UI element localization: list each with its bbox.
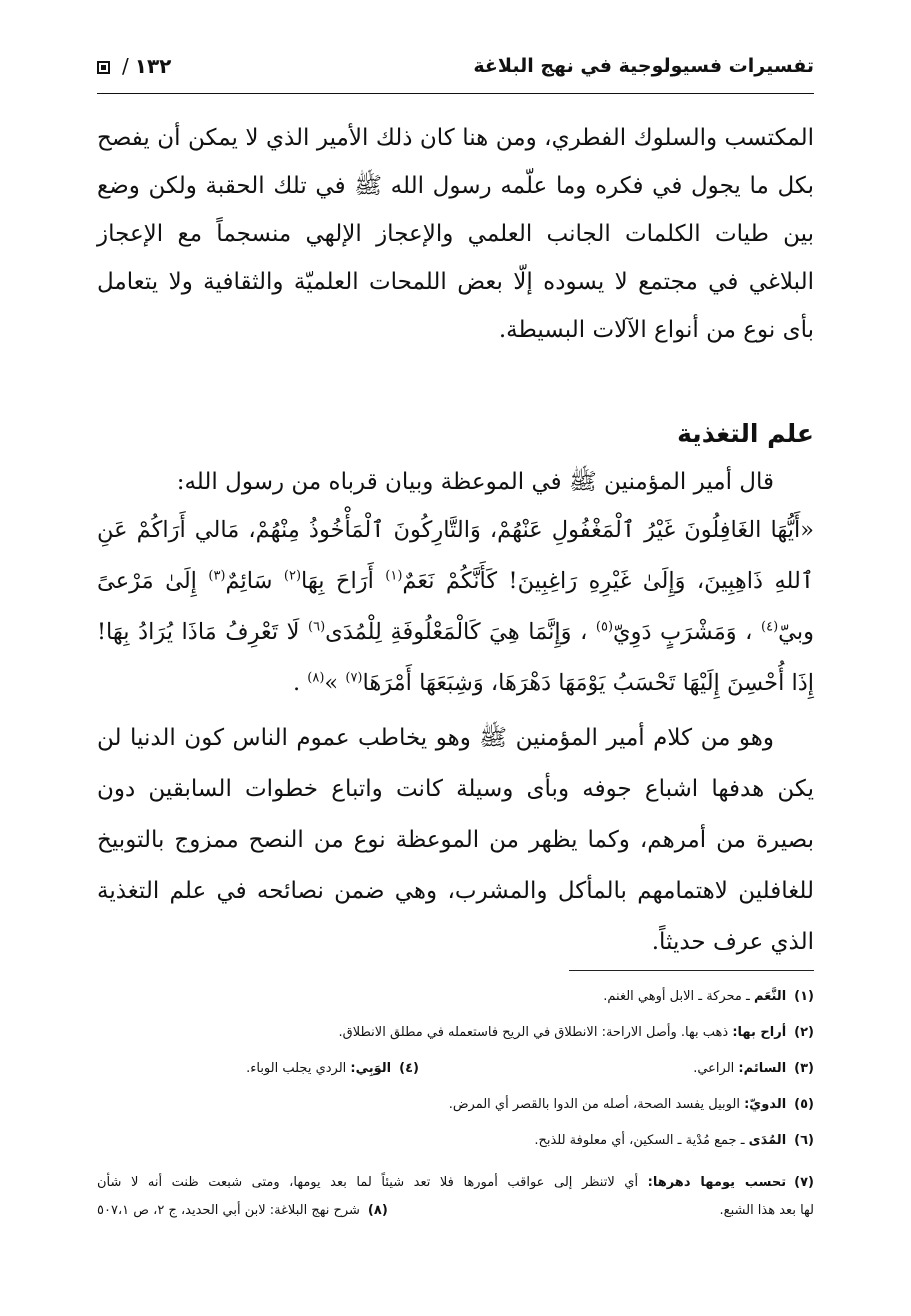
footnote-term: تحسب يومها دهرها:: [647, 1175, 787, 1190]
footnote-item: [97, 1166, 814, 1200]
footnote-text-continued: لها بعد هذا الشبع.: [719, 1203, 814, 1218]
footnote-item: [97, 1200, 388, 1222]
footnote-text: ـ محركة ـ الابل أوهي الغنم.: [603, 989, 750, 1004]
footnote-text: شرح نهج البلاغة: لابن أبي الحديد، ج ٢، ص ٥٠٧،١: [97, 1203, 360, 1218]
footnote-text: ـ جمع مُدْية ـ السكين، أي معلوفة للذبح.: [534, 1133, 745, 1148]
footnote-ref[interactable]: (٢): [283, 568, 302, 584]
footnote-last-line: [97, 1200, 814, 1222]
footnote-item: [97, 1022, 814, 1044]
footnote-item: [97, 1130, 814, 1152]
footnote-term: السائم:: [738, 1061, 787, 1076]
footnote-ref[interactable]: (٤): [761, 619, 779, 635]
footnote-item: [97, 986, 814, 1008]
footnote-number: (١): [794, 989, 814, 1004]
paragraph-quote-intro: قال أمير المؤمنين ﷺ في الموعظة وبيان قرباه من رسول الله:: [176, 469, 774, 495]
quote-open: «: [800, 517, 814, 543]
sermon-quote: [97, 505, 814, 709]
footnote-text: ذهب بها. وأصل الاراحة: الانطلاق في الريح فاستعمله في مطلق الانطلاق.: [338, 1025, 729, 1040]
footnote-rule: [569, 970, 814, 971]
page-number: ١٣٢: [134, 54, 172, 78]
footnote-text: الردي يجلب الوباء.: [246, 1061, 347, 1076]
footnotes-list: [97, 986, 814, 1236]
footnote-ref[interactable]: (٧): [345, 670, 363, 686]
footnote-term: أراح بها:: [732, 1025, 787, 1040]
footnote-ref[interactable]: (٦): [308, 619, 326, 635]
footnote-ref[interactable]: (٨): [307, 670, 325, 686]
running-header: [97, 50, 814, 82]
footnote-text: الراعي.: [693, 1061, 735, 1076]
quote-segment: أَيُّهَا الغَافِلُونَ غَيْرُ ٱلْمَغْفُولِ عَنْهُمْ، وَالتَّارِكُونَ ٱلْمَأْخُوذُ مِنْهُمْ، مَالي أَرَاكُمْ عَنِ ٱللهِ ذَاهِبِينَ، وَإِلَىٰ غَيْرِهِ رَاغِبِينَ! كَأَنَّكُمْ نَعَمٌ: [97, 517, 814, 594]
footnote-number: (٣): [794, 1061, 814, 1076]
footnote-item: [97, 1094, 814, 1116]
book-title: تفسيرات فسيولوجية في نهج البلاغة: [473, 55, 814, 77]
quote-close: »: [324, 670, 339, 696]
header-rule: [97, 93, 814, 94]
footnote-number: (٦): [794, 1133, 814, 1148]
footnote-item-pair: [97, 1058, 814, 1080]
page-info: [97, 50, 171, 82]
footnote-item: [419, 1058, 814, 1080]
footnote-ref[interactable]: (١): [385, 568, 403, 584]
quote-segment: لَا تَعْرِفُ مَاذَا يُرَادُ بِهَا! إِذَا أُحْسِنَ إِلَيْهَا تَحْسَبُ يَوْمَهَا دَهْرَهَا، وَشِبَعَهَا أَمْرَهَا: [97, 619, 814, 696]
footnote-item: [246, 1058, 419, 1080]
footnote-number: (٧): [794, 1175, 814, 1190]
header-separator: /: [122, 54, 129, 78]
quote-segment: إِلَىٰ مَرْعىً وبيّ: [97, 568, 815, 645]
footnote-ref[interactable]: (٣): [208, 568, 226, 584]
footnote-text: أي لاتنظر إلى عواقب أمورها فلا تعد شيئاً لما بعد يومها، ومتى شبعت ظنت أنه لا شأن: [97, 1175, 639, 1190]
quote-segment: سَائِمٌ: [225, 568, 273, 594]
footnote-text: الوبيل يفسد الصحة، أصله من الدوا بالقصر أي المرض.: [448, 1097, 740, 1112]
footnote-term: الدويّ:: [744, 1097, 787, 1112]
section-heading: علم التغذية: [677, 419, 814, 448]
quote-segment: ، وَمَشْرَبٍ دَوِيّ: [613, 619, 753, 645]
paragraph-commentary: وهو من كلام أمير المؤمنين ﷺ وهو يخاطب عموم الناس كون الدنيا لن يكن هدفها اشباع جوفه وبأى وسيلة كانت واتباع خطوات السابقين دون بصيرة من أمرهم، وكما يظهر من الموعظة نوع من النصح ممزوج بالتوبيخ للغافلين لاهتمامهم بالمأكل والمشرب، وهي ضمن نصائحه في علم التغذية الذي عرف حديثاً.: [97, 725, 814, 955]
footnote-term: المُدَى: [748, 1133, 787, 1148]
footnote-number: (٢): [794, 1025, 814, 1040]
quote-segment: أَرَاحَ بِهَا: [301, 568, 374, 594]
footnote-number: (٨): [367, 1203, 388, 1218]
quote-segment: ، وَإِنَّمَا هِيَ كَالْمَعْلُوفَةِ لِلْمُدَى: [325, 619, 588, 645]
quote-end: .: [292, 670, 301, 696]
footnote-ref[interactable]: (٥): [595, 619, 614, 635]
footnote-term: الوَبِي:: [350, 1061, 392, 1076]
square-ornament-icon: [97, 61, 110, 74]
footnote-number: (٥): [794, 1097, 814, 1112]
footnote-term: النَّعَم: [753, 989, 787, 1004]
footnote-number: (٤): [399, 1061, 419, 1076]
paragraph-intro: المكتسب والسلوك الفطري، ومن هنا كان ذلك الأمير الذي لا يمكن أن يفصح بكل ما يجول في فكره وما علّمه رسول الله ﷺ في تلك الحقبة ولكن وضع بين طيات الكلمات الجانب العلمي والإعجاز الإلهي منسجماً مع الإعجاز البلاغي في مجتمع لا يسوده إلّا بعض اللمحات العلميّة والثقافية ولا يتعامل بأى نوع من أنواع الآلات البسيطة.: [97, 125, 814, 343]
